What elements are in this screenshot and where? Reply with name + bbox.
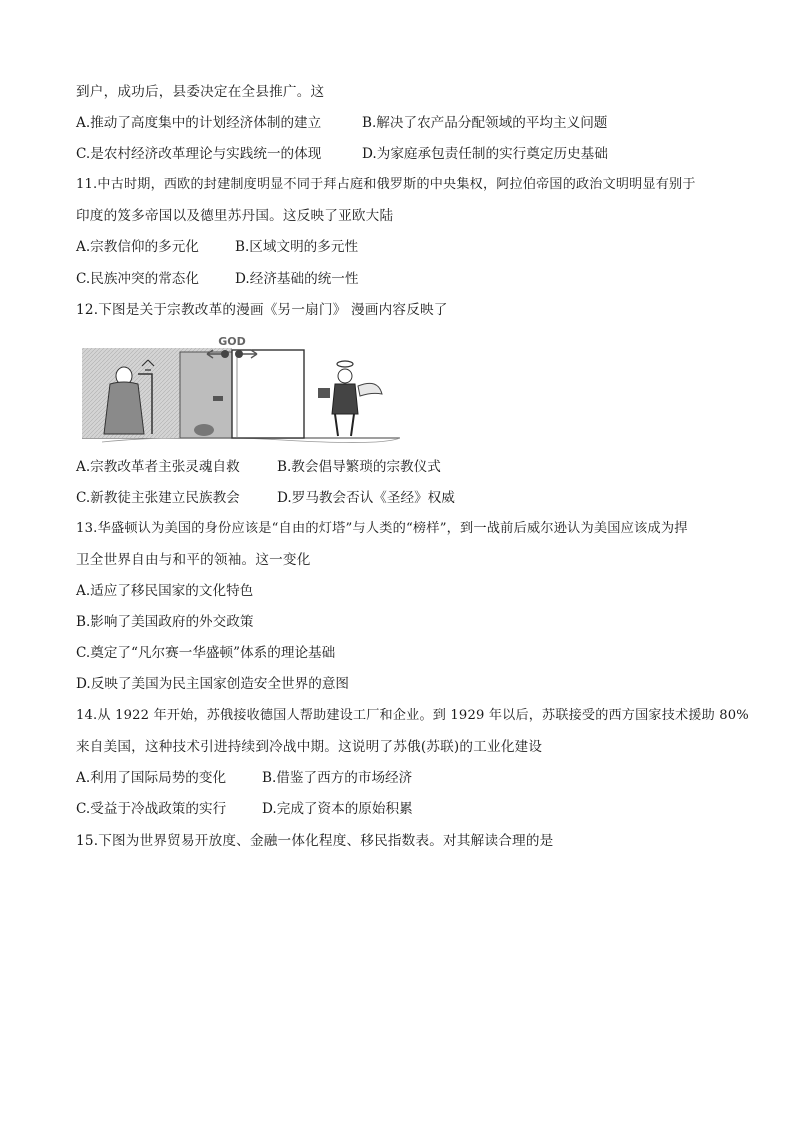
- q13-option-d: D.反映了美国为民主国家创造安全世界的意图: [76, 676, 350, 692]
- q10-stem-continuation: 到户，成功后，县委决定在全县推广。这: [76, 84, 325, 100]
- q13-option-b: B.影响了美国政府的外交政策: [76, 614, 254, 630]
- q10-option-c: C.是农村经济改革理论与实践统一的体现: [76, 146, 322, 162]
- q14-option-a: A.利用了国际局势的变化: [76, 770, 227, 786]
- god-sign-text: GOD: [218, 335, 246, 348]
- reformation-cartoon: [82, 334, 400, 444]
- q13-option-a: A.适应了移民国家的文化特色: [76, 583, 254, 599]
- q11-stem-line1: 11.中古时期，西欧的封建制度明显不同于拜占庭和俄罗斯的中央集权，阿拉伯帝国的政治文明明显有别于: [76, 177, 696, 192]
- q11-stem-line2: 印度的笈多帝国以及德里苏丹国。这反映了亚欧大陆: [76, 208, 394, 224]
- q10-option-a: A.推动了高度集中的计划经济体制的建立: [76, 115, 322, 131]
- q11-option-a: A.宗教信仰的多元化: [76, 239, 199, 255]
- q12-option-d: D.罗马教会否认《圣经》权威: [277, 490, 455, 506]
- q15-stem: 15.下图为世界贸易开放度、金融一体化程度、移民指数表。对其解读合理的是: [76, 833, 554, 849]
- q14-option-c: C.受益于冷战政策的实行: [76, 801, 227, 817]
- q14-option-d: D.完成了资本的原始积累: [262, 801, 413, 817]
- q14-stem-line2: 来自美国，这种技术引进持续到冷战中期。这说明了苏俄(苏联)的工业化建设: [76, 739, 543, 755]
- q12-option-b: B.教会倡导繁琐的宗教仪式: [277, 459, 441, 475]
- q12-stem: 12.下图是关于宗教改革的漫画《另一扇门》 漫画内容反映了: [76, 302, 448, 318]
- q13-stem-line2: 卫全世界自由与和平的领袖。这一变化: [76, 552, 311, 568]
- q10-option-d: D.为家庭承包责任制的实行奠定历史基础: [362, 146, 608, 162]
- q11-option-c: C.民族冲突的常态化: [76, 271, 199, 287]
- q14-option-b: B.借鉴了西方的市场经济: [262, 770, 413, 786]
- q12-option-a: A.宗教改革者主张灵魂自救: [76, 459, 240, 475]
- q10-option-b: B.解决了农产品分配领域的平均主义问题: [362, 115, 608, 131]
- q14-stem-line1: 14.从 1922 年开始，苏俄接收德国人帮助建设工厂和企业。到 1929 年以后，苏联接受的西方国家技术援助 80%: [76, 708, 749, 723]
- q12-option-c: C.新教徒主张建立民族教会: [76, 490, 240, 506]
- q11-option-b: B.区域文明的多元性: [235, 239, 359, 255]
- q11-option-d: D.经济基础的统一性: [235, 271, 359, 287]
- q13-option-c: C.奠定了“凡尔赛一华盛顿”体系的理论基础: [76, 645, 336, 661]
- q13-stem-line1: 13.华盛顿认为美国的身份应该是“自由的灯塔”与人类的“榜样”，到一战前后威尔逊认为美国应该成为捍: [76, 521, 688, 536]
